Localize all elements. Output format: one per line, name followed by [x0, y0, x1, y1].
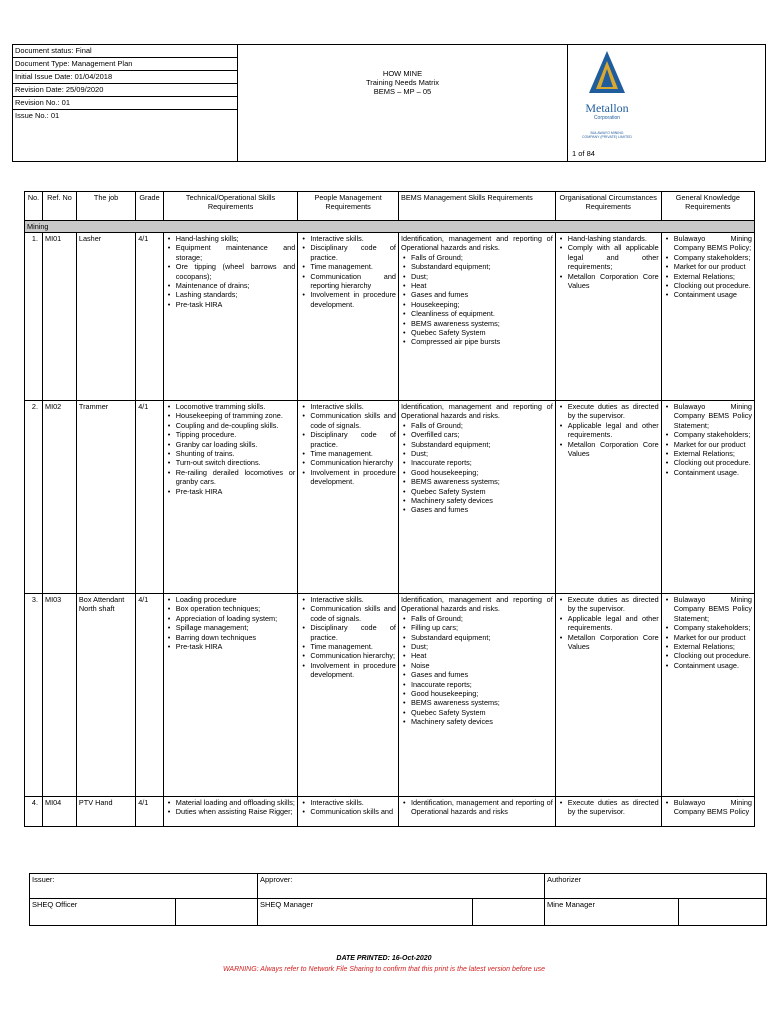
list-item: • Containment usage. [664, 468, 752, 477]
col-header-bems: BEMS Management Skills Requirements [398, 192, 555, 221]
list-item: • Pre-task HIRA [166, 642, 296, 651]
list-item: • Interactive skills. [300, 798, 396, 807]
people-management-cell [298, 797, 399, 827]
col-header-grade: Grade [136, 192, 164, 221]
list-item: • Appreciation of loading system; [166, 614, 296, 623]
list-item: • Interactive skills. [300, 595, 396, 604]
bems-intro: Identification, management and reporting of Operational hazards and risks. [400, 234, 553, 253]
col-header-organisational: Organisational Circumstances Requirements [555, 192, 661, 221]
list-item: • Inaccurate reports; [401, 458, 553, 467]
list-item: • Quebec Safety System [401, 487, 553, 496]
list-item: • Disciplinary code of practice. [300, 623, 396, 642]
bems-requirements-cell [398, 797, 555, 827]
table-row [25, 401, 755, 594]
bems-intro: Identification, management and reporting of Operational hazards and risks. [400, 595, 553, 614]
people-management-list [300, 798, 396, 817]
technical-skills-list [166, 798, 296, 817]
revision-date: Revision Date: 25/09/2020 [13, 84, 237, 97]
list-item: • Ore tipping (wheel barrows and cocopans); [166, 262, 296, 281]
list-item: • Containment usage. [664, 661, 752, 670]
list-item: • Filling up cars; [401, 623, 553, 632]
list-item: • Communication skills and [300, 807, 396, 816]
organisational-requirements-cell [555, 233, 661, 401]
company-logo [582, 49, 632, 145]
bems-requirements-cell [398, 594, 555, 797]
bems-requirements-list [401, 798, 553, 817]
document-title-block [238, 45, 568, 161]
list-item: • Gases and fumes [401, 505, 553, 514]
document-status: Document status: Final [13, 45, 237, 58]
grade-cell: 4/1 [136, 594, 164, 797]
version-warning: WARNING: Always refer to Network File Sharing to confirm that this print is the latest version before use [222, 966, 546, 973]
people-management-list [300, 234, 396, 309]
general-knowledge-list [664, 234, 752, 300]
row-number-cell: 3. [25, 594, 43, 797]
list-item: • Clocking out procedure. [664, 281, 752, 290]
list-item: • Involvement in procedure development. [300, 290, 396, 309]
bems-requirements-list [401, 614, 553, 727]
list-item: • Metallon Corporation Core Values [558, 633, 659, 652]
list-item: • Dust; [401, 642, 553, 651]
authorizer-role: Mine Manager [545, 899, 679, 925]
job-title-cell: Box Attendant North shaft [76, 594, 135, 797]
list-item: • Metallon Corporation Core Values [558, 440, 659, 459]
list-item: • Machinery safety devices [401, 496, 553, 505]
list-item: • Falls of Ground; [401, 421, 553, 430]
organisational-requirements-list [558, 798, 659, 817]
approver-label: Approver: [258, 874, 545, 899]
list-item: • Market for our product [664, 440, 752, 449]
list-item: • Bulawayo Mining Company BEMS Policy; [664, 234, 752, 253]
technical-skills-cell [163, 797, 298, 827]
list-item: • Housekeeping; [401, 300, 553, 309]
people-management-cell [298, 401, 399, 594]
revision-no: Revision No.: 01 [13, 97, 237, 110]
signoff-table [29, 873, 767, 926]
list-item: • Falls of Ground; [401, 614, 553, 623]
list-item: • Falls of Ground; [401, 253, 553, 262]
general-knowledge-cell [661, 401, 754, 594]
list-item: • Noise [401, 661, 553, 670]
list-item: • Company stakeholders; [664, 253, 752, 262]
list-item: • Cleanliness of equipment. [401, 309, 553, 318]
list-item: • Communication and reporting hierarchy [300, 272, 396, 291]
technical-skills-list [166, 402, 296, 496]
list-item: • Involvement in procedure development. [300, 661, 396, 680]
list-item: • Maintenance of drains; [166, 281, 296, 290]
ref-number-cell: MI02 [43, 401, 77, 594]
col-header-technical: Technical/Operational Skills Requirements [163, 192, 298, 221]
table-row [25, 797, 755, 827]
list-item: • Applicable legal and other requirements. [558, 614, 659, 633]
list-item: • Hand-lashing standards. [558, 234, 659, 243]
list-item: • Re-railing derailed locomotives or granby cars. [166, 468, 296, 487]
list-item: • Comply with all applicable legal and other requirements; [558, 243, 659, 271]
organisational-requirements-cell [555, 594, 661, 797]
row-number-cell: 1. [25, 233, 43, 401]
list-item: • Dust; [401, 272, 553, 281]
list-item: • Communication skills and code of signals. [300, 604, 396, 623]
list-item: • Coupling and de-coupling skills. [166, 421, 296, 430]
organisational-requirements-list [558, 402, 659, 458]
list-item: • Tipping procedure. [166, 430, 296, 439]
list-item: • Hand-lashing skills; [166, 234, 296, 243]
list-item: • Spillage management; [166, 623, 296, 632]
list-item: • BEMS awareness systems; [401, 319, 553, 328]
list-item: • Identification, management and reporting of Operational hazards and risks [401, 798, 553, 817]
list-item: • Interactive skills. [300, 234, 396, 243]
col-header-job: The job [76, 192, 135, 221]
job-title-cell: PTV Hand [76, 797, 135, 827]
list-item: • Housekeeping of tramming zone. [166, 411, 296, 420]
list-item: • Loading procedure [166, 595, 296, 604]
general-knowledge-cell [661, 797, 754, 827]
list-item: • Duties when assisting Raise Rigger; [166, 807, 296, 816]
grade-cell: 4/1 [136, 233, 164, 401]
list-item: • Disciplinary code of practice. [300, 243, 396, 262]
list-item: • Inaccurate reports; [401, 680, 553, 689]
people-management-list [300, 595, 396, 680]
mine-name: HOW MINE [382, 69, 423, 78]
list-item: • Applicable legal and other requirements. [558, 421, 659, 440]
list-item: • Dust; [401, 449, 553, 458]
grade-cell: 4/1 [136, 797, 164, 827]
list-item: • Substandard equipment; [401, 633, 553, 642]
people-management-cell [298, 233, 399, 401]
job-title-cell: Trammer [76, 401, 135, 594]
row-number-cell: 4. [25, 797, 43, 827]
page-number: 1 of 84 [572, 149, 595, 158]
document-title: Training Needs Matrix [365, 78, 440, 87]
list-item: • External Relations; [664, 642, 752, 651]
col-header-general: General Knowledge Requirements [661, 192, 754, 221]
list-item: • Company stakeholders; [664, 430, 752, 439]
list-item: • Containment usage [664, 290, 752, 299]
date-printed: DATE PRINTED: 16-Oct-2020 [336, 955, 432, 962]
list-item: • Quebec Safety System [401, 328, 553, 337]
list-item: • Compressed air pipe bursts [401, 337, 553, 346]
list-item: • Execute duties as directed by the supervisor. [558, 798, 659, 817]
technical-skills-cell [163, 233, 298, 401]
list-item: • Communication skills and code of signals. [300, 411, 396, 430]
table-row [25, 594, 755, 797]
bems-intro: Identification, management and reporting of Operational hazards and risks. [400, 402, 553, 421]
training-needs-table [24, 191, 755, 827]
bems-requirements-list [401, 421, 553, 515]
list-item: • BEMS awareness systems; [401, 477, 553, 486]
list-item: • Involvement in procedure development. [300, 468, 396, 487]
grade-cell: 4/1 [136, 401, 164, 594]
list-item: • Execute duties as directed by the supervisor. [558, 595, 659, 614]
technical-skills-cell [163, 401, 298, 594]
list-item: • Turn-out switch directions. [166, 458, 296, 467]
bems-requirements-list [401, 253, 553, 347]
issuer-role: SHEQ Officer [30, 899, 176, 925]
issue-no: Issue No.: 01 [15, 111, 60, 120]
general-knowledge-list [664, 595, 752, 670]
technical-skills-list [166, 595, 296, 651]
list-item: • Clocking out procedure. [664, 651, 752, 660]
ref-number-cell: MI01 [43, 233, 77, 401]
col-header-ref: Ref. No [43, 192, 77, 221]
issuer-label: Issuer: [30, 874, 258, 899]
list-item: • Substandard equipment; [401, 262, 553, 271]
list-item: • BEMS awareness systems; [401, 698, 553, 707]
col-header-people: People Management Requirements [298, 192, 399, 221]
list-item: • Machinery safety devices [401, 717, 553, 726]
logo-subtext: Corporation [593, 115, 621, 121]
table-row [25, 233, 755, 401]
list-item: • Interactive skills. [300, 402, 396, 411]
document-info [13, 45, 238, 161]
general-knowledge-cell [661, 233, 754, 401]
list-item: • Pre-task HIRA [166, 487, 296, 496]
technical-skills-list [166, 234, 296, 309]
table-header-row [25, 192, 755, 221]
approver-role: SHEQ Manager [258, 899, 473, 925]
issuer-signature [176, 899, 258, 925]
authorizer-signature [679, 899, 766, 925]
list-item: • External Relations; [664, 272, 752, 281]
list-item: • Overfilled cars; [401, 430, 553, 439]
organisational-requirements-cell [555, 401, 661, 594]
list-item: • Time management. [300, 449, 396, 458]
metallon-emblem-icon [587, 49, 627, 95]
list-item: • External Relations; [664, 449, 752, 458]
organisational-requirements-cell [555, 797, 661, 827]
approver-signature [473, 899, 545, 925]
list-item: • Lashing standards; [166, 290, 296, 299]
logo-text: Metallon [585, 101, 629, 115]
logo-subtext-2: BULAWAYO MINING COMPANY (PRIVATE) LIMITED [582, 131, 632, 139]
people-management-list [300, 402, 396, 487]
list-item: • Barring down techniques [166, 633, 296, 642]
initial-issue-date: Initial Issue Date: 01/04/2018 [13, 71, 237, 84]
list-item: • Clocking out procedure. [664, 458, 752, 467]
list-item: • Disciplinary code of practice. [300, 430, 396, 449]
list-item: • Gases and fumes [401, 290, 553, 299]
organisational-requirements-list [558, 595, 659, 651]
row-number-cell: 2. [25, 401, 43, 594]
section-label: Mining [25, 221, 755, 233]
list-item: • Locomotive tramming skills. [166, 402, 296, 411]
list-item: • Time management. [300, 262, 396, 271]
bems-requirements-cell [398, 401, 555, 594]
job-title-cell: Lasher [76, 233, 135, 401]
general-knowledge-list [664, 798, 752, 817]
list-item: • Granby car loading skills. [166, 440, 296, 449]
list-item: • Heat [401, 651, 553, 660]
ref-number-cell: MI03 [43, 594, 77, 797]
list-item: • Box operation techniques; [166, 604, 296, 613]
ref-number-cell: MI04 [43, 797, 77, 827]
list-item: • Time management. [300, 642, 396, 651]
list-item: • Equipment maintenance and storage; [166, 243, 296, 262]
technical-skills-cell [163, 594, 298, 797]
list-item: • Communication hierarchy; [300, 651, 396, 660]
document-header [12, 44, 766, 162]
list-item: • Good housekeeping; [401, 689, 553, 698]
list-item: • Quebec Safety System [401, 708, 553, 717]
general-knowledge-list [664, 402, 752, 477]
list-item: • Shunting of trains. [166, 449, 296, 458]
general-knowledge-cell [661, 594, 754, 797]
list-item: • Heat [401, 281, 553, 290]
list-item: • Good housekeeping; [401, 468, 553, 477]
document-type: Document Type: Management Plan [13, 58, 237, 71]
list-item: • Communication hierarchy [300, 458, 396, 467]
col-header-no: No. [25, 192, 43, 221]
logo-block [568, 45, 765, 161]
list-item: • Company stakeholders; [664, 623, 752, 632]
list-item: • Pre-task HIRA [166, 300, 296, 309]
authorizer-label: Authorizer [545, 874, 766, 899]
bems-requirements-cell [398, 233, 555, 401]
list-item: • Bulawayo Mining Company BEMS Policy [664, 798, 752, 817]
document-code: BEMS – MP – 05 [373, 87, 432, 96]
list-item: • Bulawayo Mining Company BEMS Policy Statement; [664, 595, 752, 623]
list-item: • Execute duties as directed by the supervisor. [558, 402, 659, 421]
list-item: • Bulawayo Mining Company BEMS Policy Statement; [664, 402, 752, 430]
list-item: • Gases and fumes [401, 670, 553, 679]
list-item: • Metallon Corporation Core Values [558, 272, 659, 291]
list-item: • Market for our product [664, 262, 752, 271]
list-item: • Market for our product [664, 633, 752, 642]
section-row [25, 221, 755, 233]
organisational-requirements-list [558, 234, 659, 290]
people-management-cell [298, 594, 399, 797]
list-item: • Material loading and offloading skills; [166, 798, 296, 807]
list-item: • Substandard equipment; [401, 440, 553, 449]
